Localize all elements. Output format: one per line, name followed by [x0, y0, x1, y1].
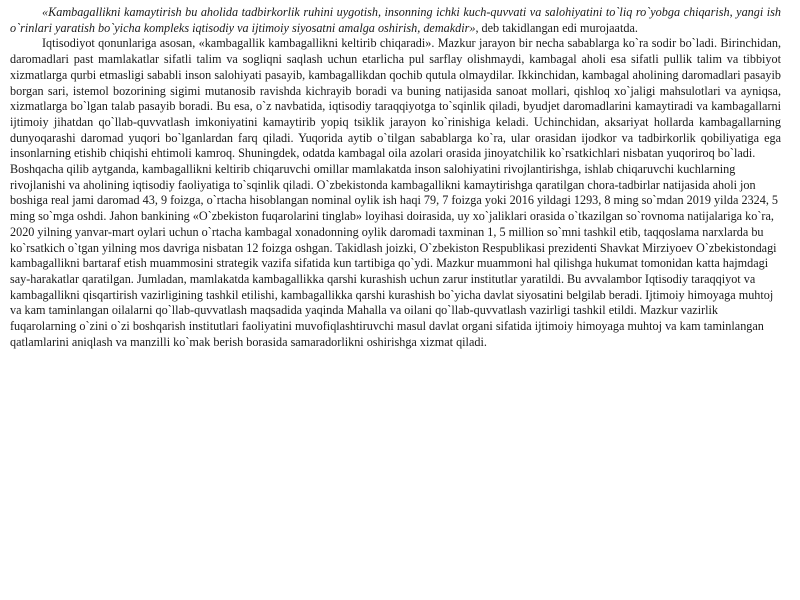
quote-italic-text: «Kambagallikni kamaytirish bu aholida tadbirkorlik ruhini uygotish, insonning ichki kuch-quvvati va salohiyatini to`liq ro`yobga chiqarish, yangi ish o`rinlari yaratish bo`yicha kompleks iqtisodiy va ijtimoiy siyosatni amalga oshirish, demakdir» — [10, 5, 781, 35]
quote-paragraph — [10, 5, 781, 36]
paragraph-causes: Iqtisodiyot qonunlariga asosan, «kambagallik kambagallikni keltirib chiqaradi». Mazkur jarayon bir necha sabablarga ko`ra sodir bo`ladi. Birinchidan, daromadlari past mamlakatlar sifatli talim va sogliqni saqlash uchun etarlicha pul sarflay olishmaydi, kambagal aholi esa sifatli pullik talim va tibbiyot xizmatlarga qurbi etmasligi sababli inson salohiyati pasayib, kambagallikdan qochib qutula olmaydilar. Ikkinchidan, kambagal aholining daromadlari pasayib borgan sari, istemol bozorining sigimi mutanosib ravishda kichrayib boradi va buning natijasida sanoat mollari, qishloq xo`jaligi mahsulotlari va ayniqsa, xizmatlarga bo`lgan talab pasayib boradi. Bu esa, o`z navbatida, iqtisodiy taraqqiyotga to`sqinlik qiladi, byudjet daromadlarini kamaytiradi va kambagallarni ijtimoiy jihatdan qo`llab-quvvatlash imkoniyatini kamaytirib yopiq tsiklik jarayon ko`rinishiga keladi. Uchinchidan, aksariyat hollarda kambagallarning dunyoqarashi daromad yuqori bo`lganlardan farq qiladi. Yuqorida aytib o`tilgan sabablarga ko`ra, ular orasidan ijodkor va tadbirkorlik qobiliyatiga ega insonlarning etishib chiqishi ehtimoli kamroq. Shuningdek, odatda kambagal oila azolari orasida jinoyatchilik ko`rsatkichlari nisbatan yuqoriroq bo`ladi. — [10, 36, 781, 161]
quote-trailing-text: , deb takidlangan edi murojaatda. — [475, 20, 638, 35]
paragraph-measures: Boshqacha qilib aytganda, kambagallikni keltirib chiqaruvchi omillar mamlakatda inson salohiyatini rivojlantirishga, ishlab chiqaruvchi kuchlarning rivojlanishi va aholining iqtisodiy faoliyatiga to`sqinlik qiladi. O`zbekistonda kambagallikni kamaytirishga qaratilgan chora-tadbirlar natijasida aholi jon boshiga real jami daromad 43, 9 foizga, o`rtacha hisoblangan nominal oylik ish haqi 79, 7 foizga yoki 2016 yildagi 1293, 8 ming so`mdan 2019 yilda 2324, 5 ming so`mga oshdi. Jahon bankining «O`zbekiston fuqarolarini tinglab» loyihasi doirasida, uy xo`jaliklari orasida o`tkazilgan so`rovnoma natijalariga ko`ra, 2020 yilning yanvar-mart oylari uchun o`rtacha kambagal xonadonning oylik daromadi taxminan 1, 5 million so`mni tashkil etib, taqqoslama narxlarda bu ko`rsatkich o`tgan yilning mos davriga nisbatan 12 foizga oshgan. Takidlash joizki, O`zbekiston Respublikasi prezidenti Shavkat Mirziyoev O`zbekistondagi kambagallikni bartaraf etish muammosini strategik vazifa sifatida kun tartibiga qo`ydi. Mazkur muammoni hal qilishga hukumat tomonidan katta hajmdagi say-harakatlar qaratilgan. Jumladan, mamlakatda kambagallikka qarshi kurashish uchun zarur institutlar yaratildi. Bu avvalambor Iqtisodiy taraqqiyot va kambagallikni qisqartirish vazirligining tashkil etilishi, kambagallikka qarshi kurashish bo`yicha davlat siyosatini belgilab beradi. Ijtimoiy himoyaga muhtoj va kam taminlangan oilalarni qo`llab-quvvatlash maqsadida yaqinda Mahalla va oilani qo`llab-quvvatlash vazirligi tashkil etildi. Mazkur vazirlik fuqarolarning o`zini o`zi boshqarish institutlari faoliyatini muvofiqlashtiruvchi masul davlat organi sifatida ijtimoiy himoyaga muhtoj va kam taminlangan qatlamlarini aniqlash va manzilli ko`mak berish borasida samaradorlikni oshirishga xizmat qiladi. — [10, 162, 779, 349]
document-page — [10, 5, 781, 350]
